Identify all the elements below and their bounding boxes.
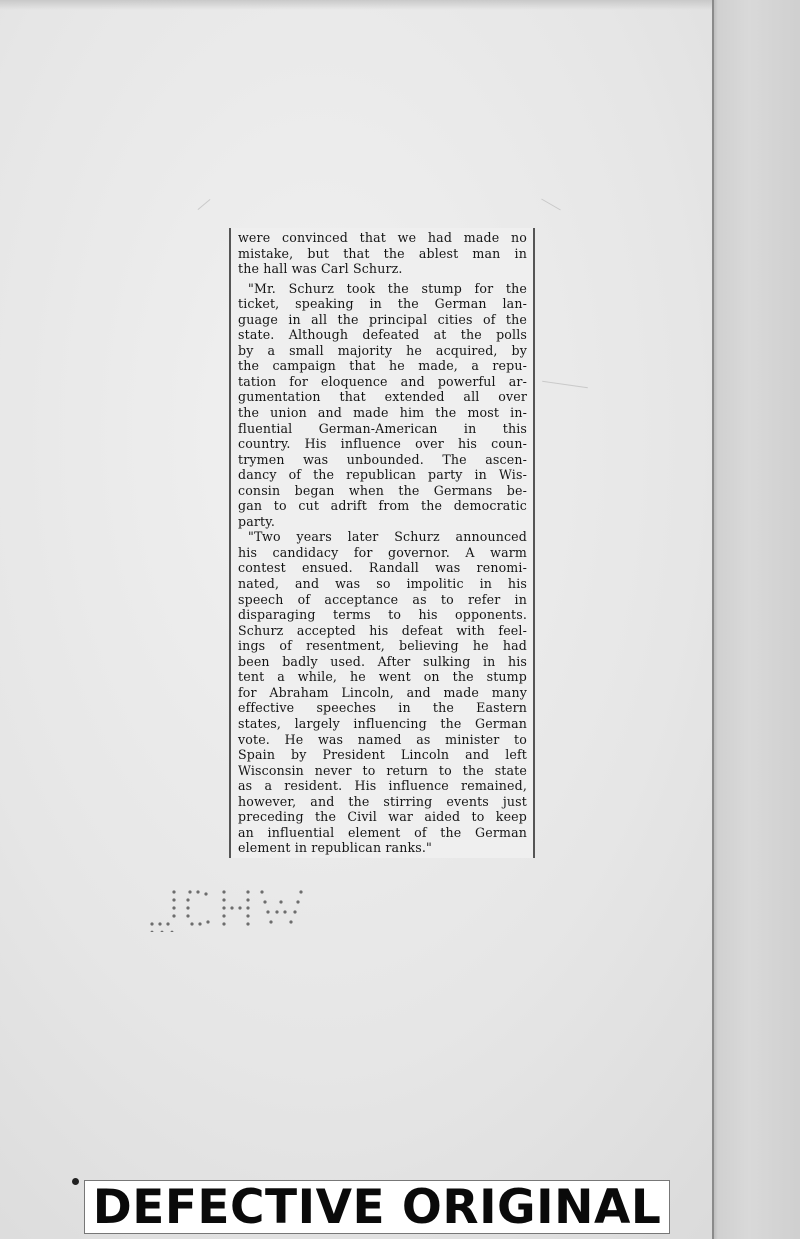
clipping-line: gan to cut adrift from the democratic [238,498,527,514]
clipping-line: Spain by President Lincoln and left [238,747,527,763]
clipping-line: gumentation that extended all over [238,389,527,405]
clipping-line: Wisconsin never to return to the state [238,762,527,778]
clipping-line: "Two years later Schurz announced [248,529,527,545]
clipping-line: contest ensued. Randall was renomi- [238,560,527,576]
newspaper-clipping [229,228,535,858]
clipping-line: nated, and was so impolitic in his [238,576,527,592]
clipping-line: disparaging terms to his opponents. [238,607,527,623]
clipping-line: mistake, but that the ablest man in [238,245,527,261]
clipping-line: as a resident. His influence remained, [238,778,527,794]
clipping-line: ings of resentment, believing he had [238,638,527,654]
clipping-line: preceding the Civil war aided to keep [238,809,527,825]
clipping-line: guage in all the principal cities of the [238,311,527,327]
clipping-line: his candidacy for governor. A warm [238,544,527,560]
clipping-line: "Mr. Schurz took the stump for the [248,280,527,296]
clipping-line: vote. He was named as minister to [238,731,527,747]
clipping-line: effective speeches in the Eastern [238,700,527,716]
clipping-line: tation for eloquence and powerful ar- [238,373,527,389]
clipping-line: states, largely influencing the German [238,715,527,731]
clipping-line: element in republican ranks." [238,840,432,856]
clipping-line: ticket, speaking in the German lan- [238,296,527,312]
clipping-line: speech of acceptance as to refer in [238,591,527,607]
clipping-line: country. His influence over his coun- [238,436,527,452]
ink-blot [72,1178,79,1185]
clipping-line: trymen was unbounded. The ascen- [238,451,527,467]
perforated-stamp [140,880,310,932]
defective-original-notice: DEFECTIVE ORIGINAL [84,1180,670,1234]
clipping-line: the union and made him the most in- [238,405,527,421]
binding-margin-strip [712,0,800,1239]
clipping-line: Schurz accepted his defeat with feel- [238,622,527,638]
clipping-line: the campaign that he made, a repu- [238,358,527,374]
clipping-line: state. Although defeated at the polls [238,327,527,343]
clipping-line: the hall was Carl Schurz. [238,261,403,277]
clipping-line: been badly used. After sulking in his [238,653,527,669]
clipping-line: however, and the stirring events just [238,793,527,809]
clipping-line: by a small majority he acquired, by [238,342,527,358]
clipping-line: were convinced that we had made no [238,230,527,245]
clipping-line: for Abraham Lincoln, and made many [238,684,527,700]
clipping-line: party. [238,513,275,529]
clipping-line: an influential element of the German [238,824,527,840]
clipping-line: dancy of the republican party in Wis- [238,467,527,483]
clipping-line: consin began when the Germans be- [238,482,527,498]
clipping-line: fluential German-American in this [238,420,527,436]
page-top-edge [0,0,712,10]
clipping-line: tent a while, he went on the stump [238,669,527,685]
